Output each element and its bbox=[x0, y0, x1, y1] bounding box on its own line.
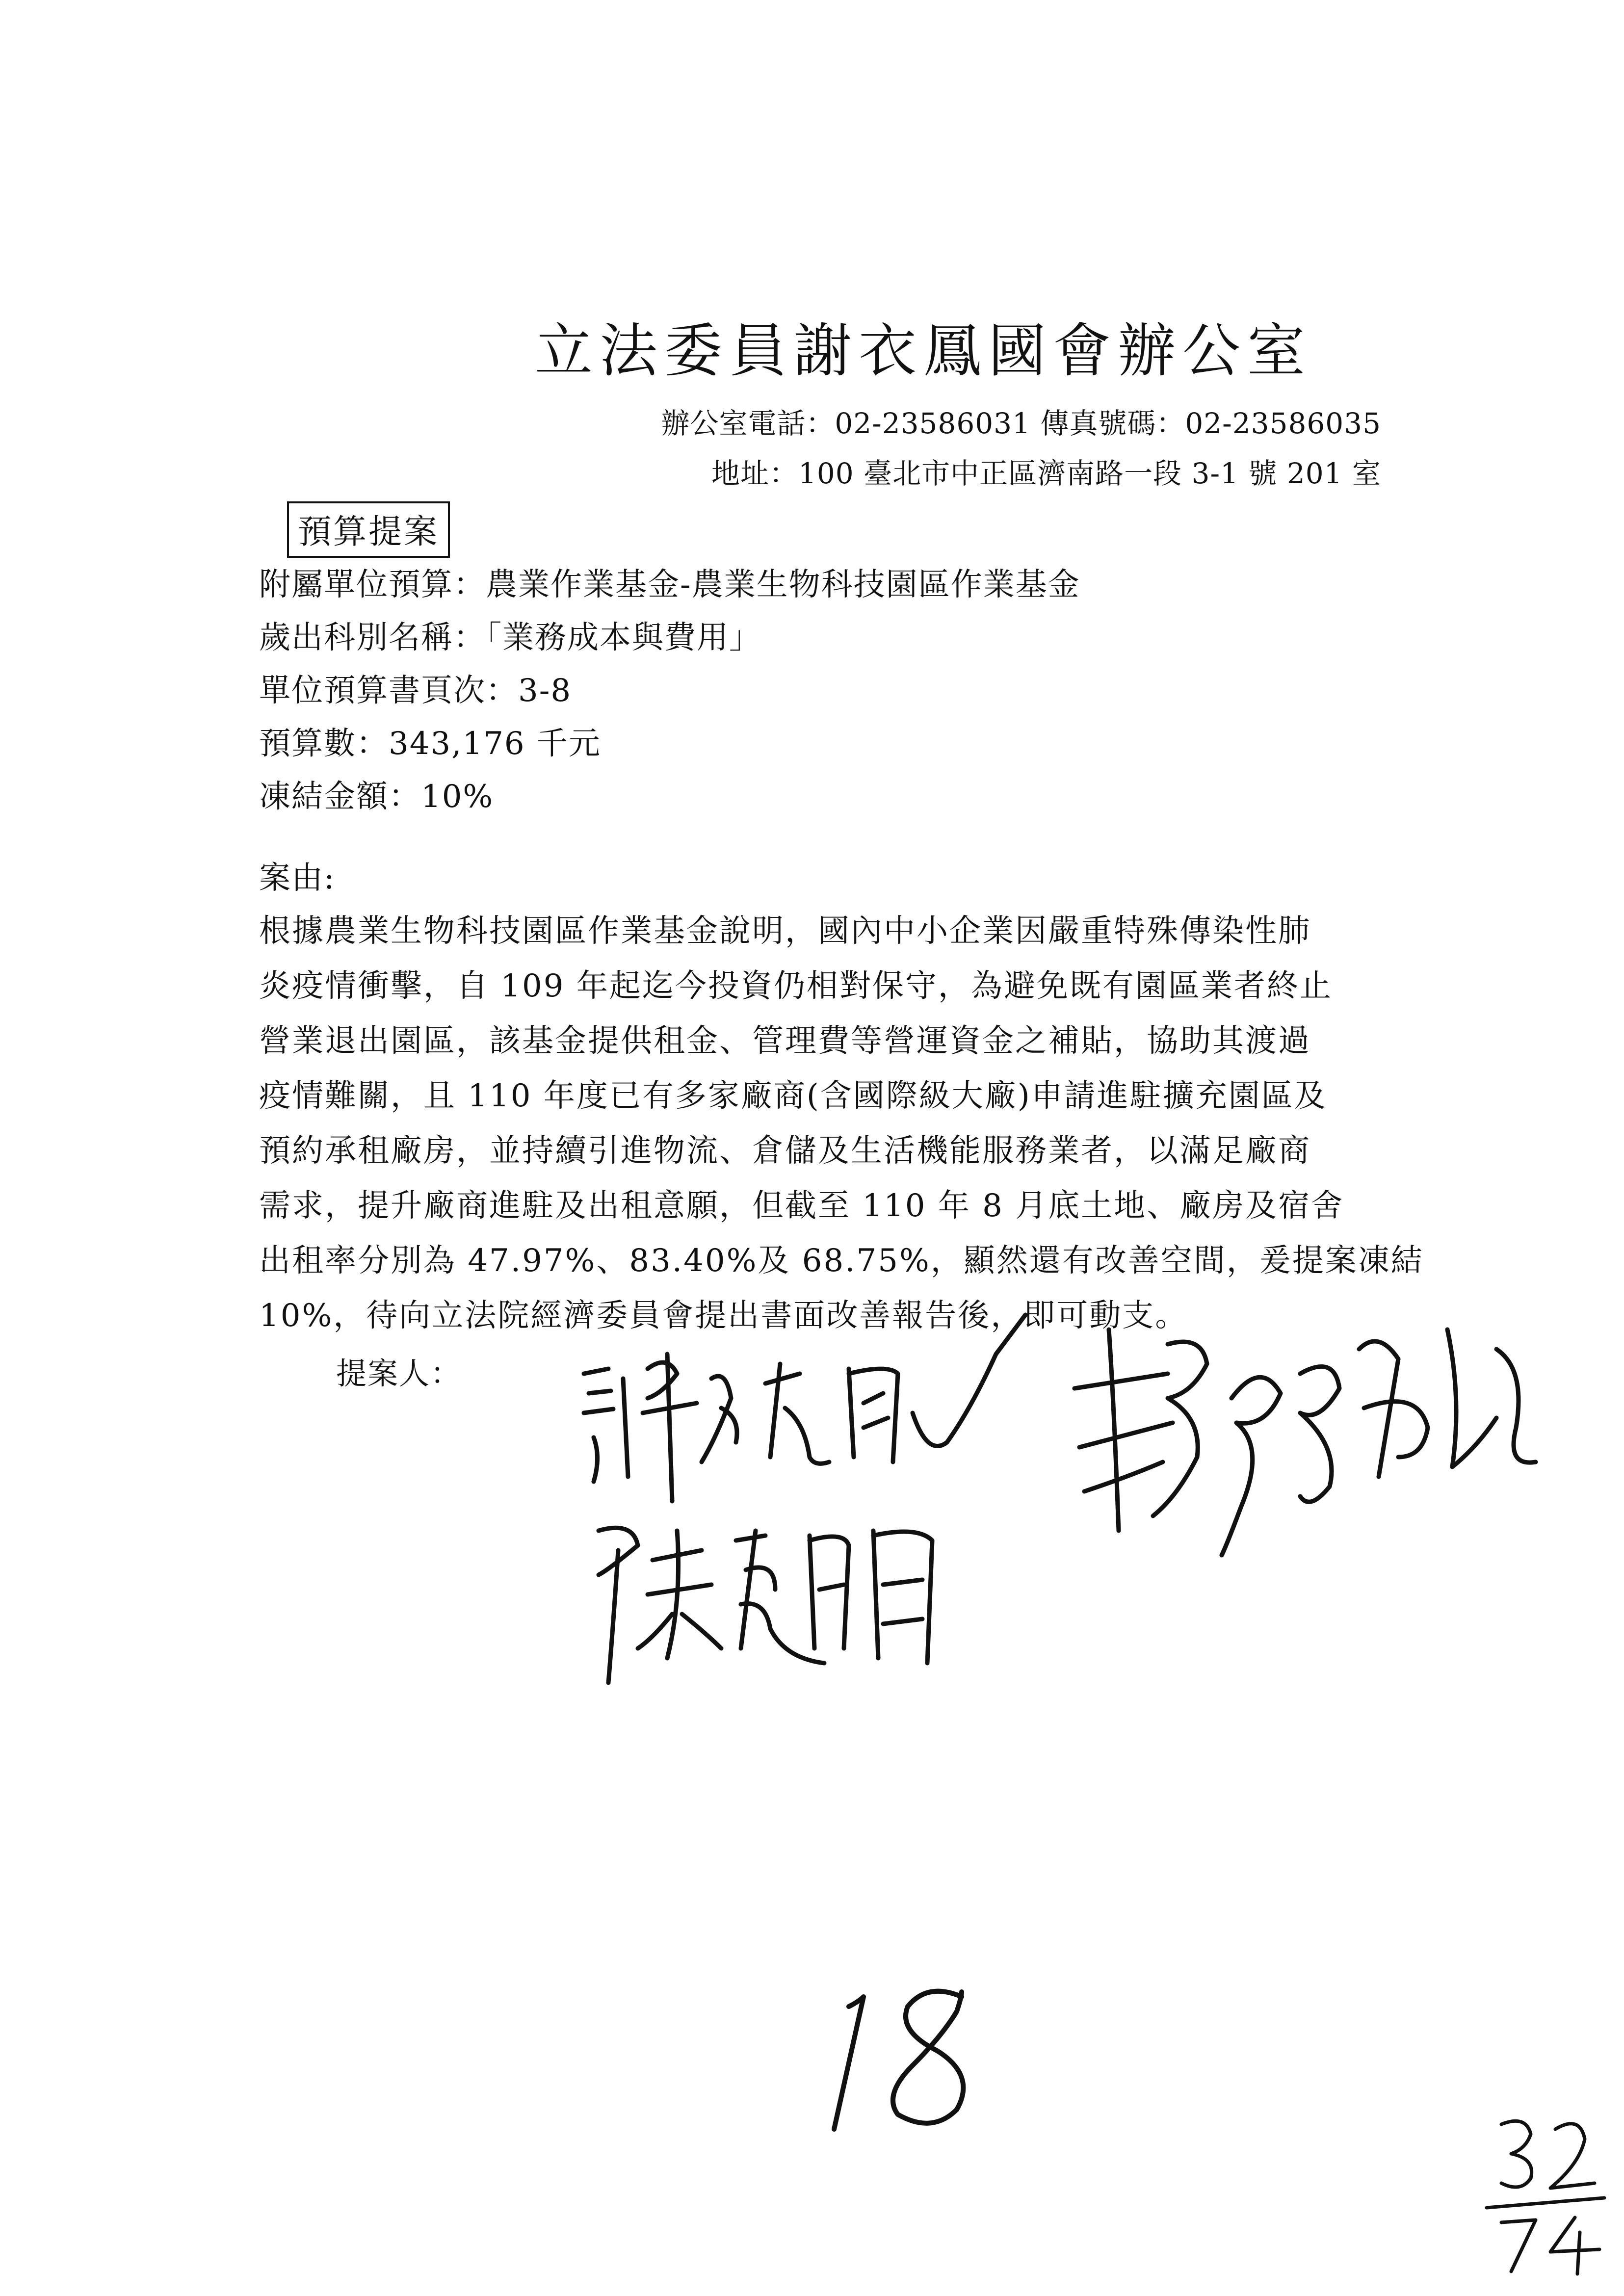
reason-line: 需求，提升廠商進駐及出租意願，但截至 110 年 8 月底土地、廠房及宿舍 bbox=[259, 1188, 1344, 1224]
reason-body bbox=[259, 904, 1424, 1343]
reason-line: 根據農業生物科技園區作業基金說明，國內中小企業因嚴重特殊傳染性肺 bbox=[259, 913, 1311, 949]
signature-3 bbox=[579, 1501, 981, 1688]
signature-2 bbox=[1055, 1300, 1570, 1565]
meta-expense-category: 歲出科別名稱：「業務成本與費用」 bbox=[259, 620, 761, 656]
handwritten-page-number bbox=[814, 1977, 991, 2144]
office-title: 立法委員謝衣鳳國會辦公室 bbox=[535, 317, 1312, 385]
proposal-type-tag: 預算提案 bbox=[287, 501, 450, 558]
reason-line: 預約承租廠房，並持續引進物流、倉儲及生活機能服務業者，以滿足廠商 bbox=[259, 1133, 1311, 1169]
meta-page-reference: 單位預算書頁次：3-8 bbox=[259, 673, 572, 709]
contact-phone-fax: 辦公室電話：02-23586031 傳真號碼：02-23586035 bbox=[661, 407, 1381, 440]
budget-meta-list bbox=[259, 558, 1080, 823]
handwritten-corner-mark bbox=[1482, 2110, 1614, 2276]
reason-label: 案由: bbox=[259, 860, 336, 896]
meta-freeze-amount: 凍結金額：10% bbox=[259, 779, 494, 815]
contact-address: 地址：100 臺北市中正區濟南路一段 3-1 號 201 室 bbox=[711, 457, 1381, 490]
reason-line: 疫情難關，且 110 年度已有多家廠商(含國際級大廠)申請進駐擴充園區及 bbox=[259, 1078, 1327, 1114]
reason-line: 出租率分別為 47.97%、83.40%及 68.75%，顯然還有改善空間，爰提案凍結 bbox=[259, 1243, 1424, 1279]
reason-line: 10%，待向立法院經濟委員會提出書面改善報告後，即可動支。 bbox=[259, 1298, 1188, 1334]
proposer-label: 提案人： bbox=[336, 1356, 462, 1391]
meta-budget-unit: 附屬單位預算：農業作業基金-農業生物科技園區作業基金 bbox=[259, 567, 1080, 603]
signature-1 bbox=[554, 1295, 1035, 1511]
reason-line: 營業退出園區，該基金提供租金、管理費等營運資金之補貼，協助其渡過 bbox=[259, 1023, 1311, 1059]
reason-line: 炎疫情衝擊，自 109 年起迄今投資仍相對保守，為避免既有園區業者終止 bbox=[259, 968, 1333, 1004]
meta-budget-amount: 預算數：343,176 千元 bbox=[259, 726, 601, 762]
